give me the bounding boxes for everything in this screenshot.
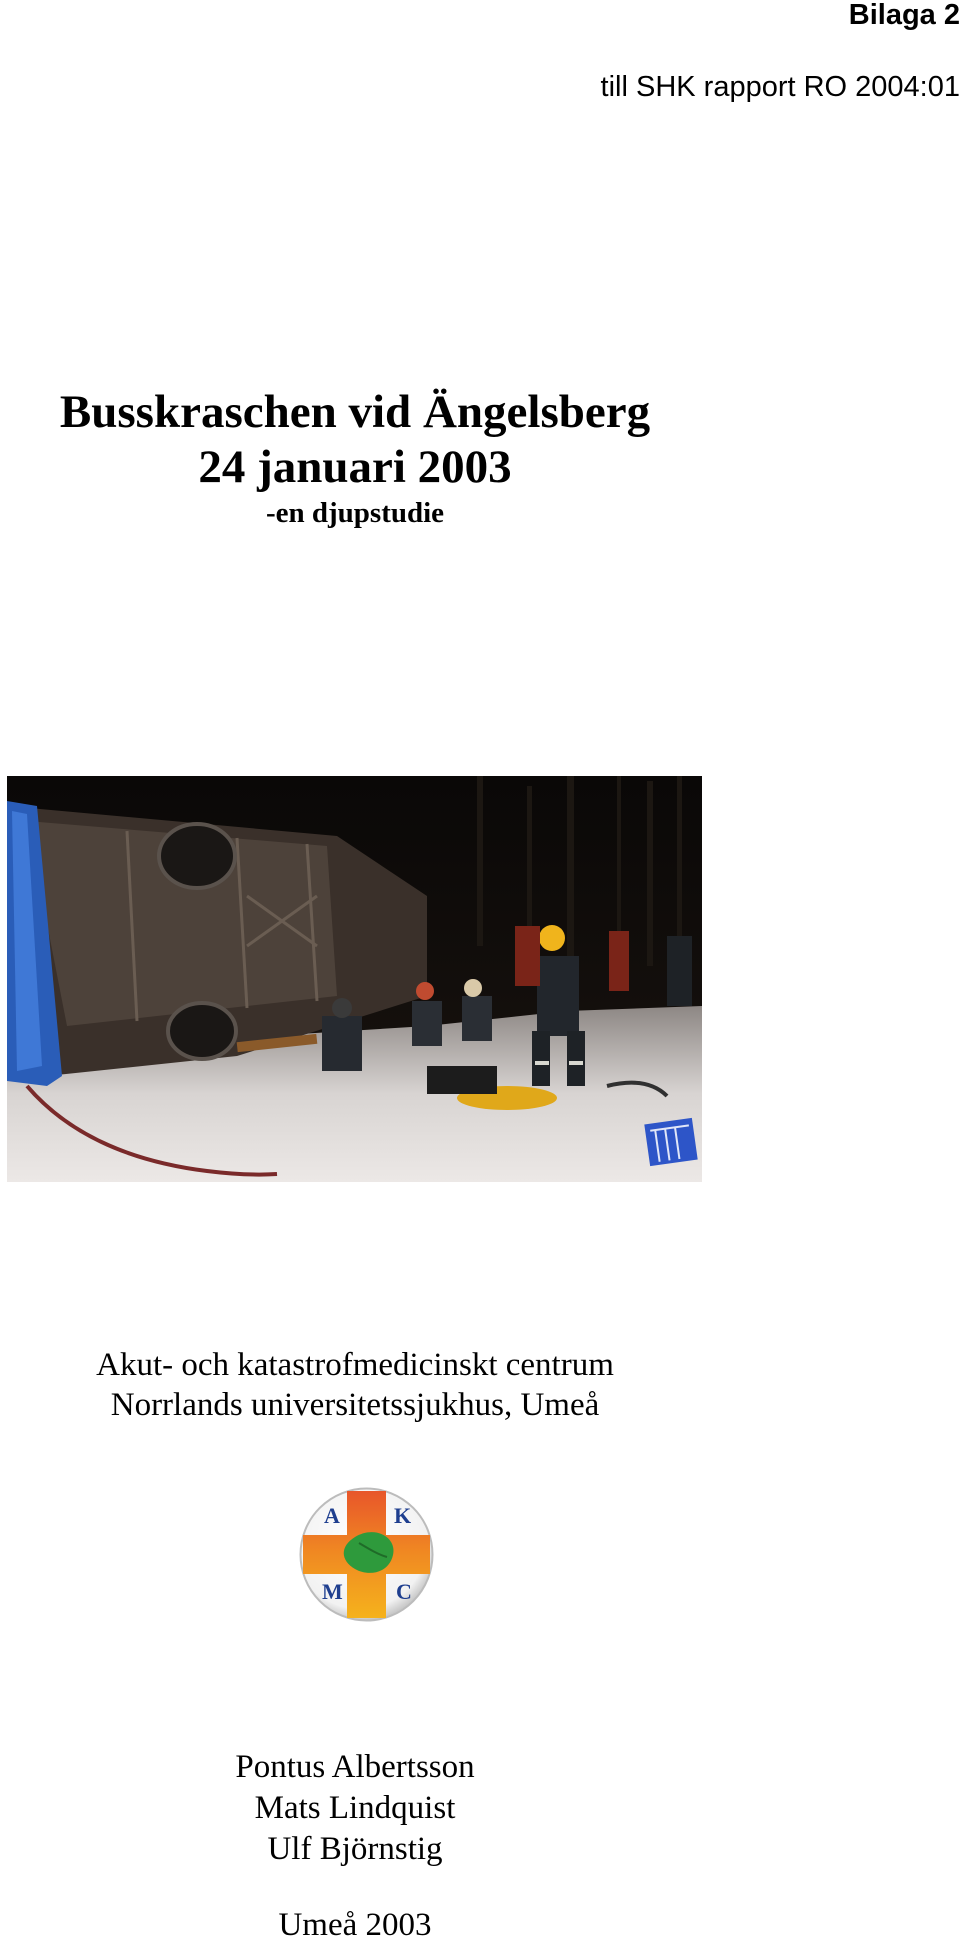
title-line-2: 24 januari 2003	[198, 441, 512, 493]
subtitle: -en djupstudie	[265, 497, 445, 529]
report-reference: till SHK rapport RO 2004:01	[600, 71, 960, 103]
logo-letter-m: M	[322, 1579, 343, 1604]
organization-line-1: Akut- och katastrofmedicinskt centrum	[96, 1347, 614, 1383]
akmc-logo	[297, 1485, 436, 1624]
author-name: Mats Lindquist	[254, 1790, 456, 1826]
accident-photo-graphic	[7, 776, 702, 1182]
title-line-1: Busskraschen vid Ängelsberg	[59, 386, 651, 438]
logo-letter-a: A	[324, 1503, 340, 1528]
author-name: Ulf Björnstig	[267, 1831, 443, 1867]
organization-block	[0, 1345, 710, 1425]
accident-photo	[7, 776, 702, 1182]
authors-block	[0, 1747, 710, 1870]
author-name: Pontus Albertsson	[235, 1749, 475, 1785]
akmc-logo-graphic	[297, 1485, 436, 1624]
appendix-label: Bilaga 2	[848, 0, 960, 31]
organization-line-2: Norrlands universitetssjukhus, Umeå	[110, 1387, 600, 1423]
logo-letter-k: K	[394, 1503, 412, 1528]
logo-letter-c: C	[396, 1579, 412, 1604]
title-block	[0, 385, 710, 531]
place-year: Umeå 2003	[278, 1907, 432, 1943]
